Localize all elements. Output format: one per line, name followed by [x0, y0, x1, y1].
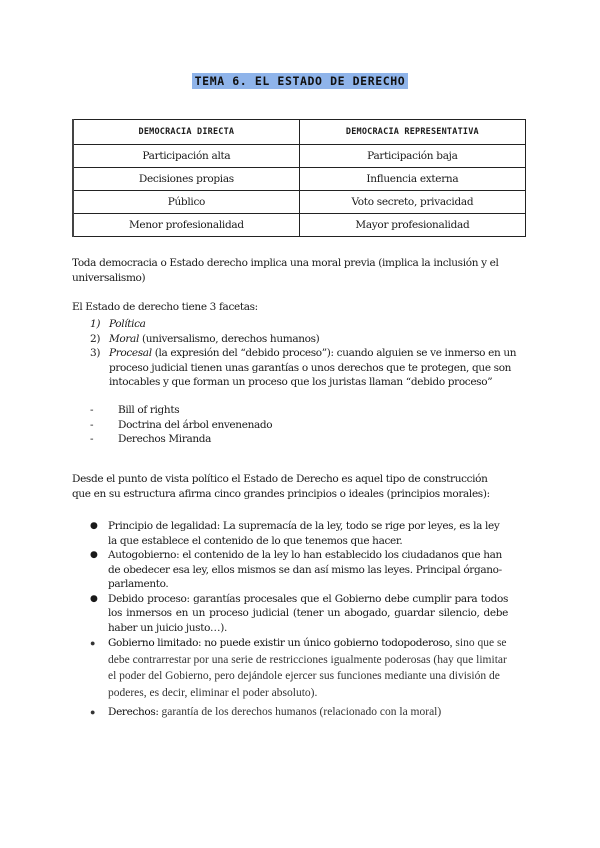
- principle-lead: Autogobierno:: [108, 549, 180, 561]
- bullet-icon: ●: [90, 638, 96, 648]
- principle-item-legalidad: [88, 519, 508, 548]
- principle-item-debido-proceso: [88, 592, 508, 636]
- principle-item-gobierno-limitado: [88, 635, 508, 701]
- dash-bullet-icon: -: [90, 418, 94, 431]
- bullet-icon: ●: [90, 550, 98, 560]
- principles-intro: Desde el punto de vista político el Estado de Derecho es aquel tipo de construcción que en su estructura afirma cinco grandes principios o ideales (principios morales):: [72, 473, 490, 500]
- principle-text: La supremacía de la ley, todo se rige por leyes, es la ley la que establece el contenido de lo que tenemos que hacer.: [108, 520, 500, 547]
- bullet-icon: ●: [90, 593, 98, 604]
- principle-lead: Gobierno limitado: no puede existir un único gobierno todopoderoso: [108, 637, 450, 649]
- democracy-comparison-table: [72, 119, 526, 237]
- principle-lead: Derechos:: [108, 706, 159, 718]
- dash-bullet-icon: -: [90, 404, 94, 416]
- facet-name: Procesal: [109, 347, 152, 359]
- title-container: [0, 70, 600, 89]
- list-item: [90, 418, 272, 433]
- facet-number: 3): [90, 347, 101, 359]
- facet-item-moral: [90, 332, 530, 347]
- facet-text: (la expresión del “debido proceso”): cuando alguien se ve inmerso en un proceso judicial tienen unas garantías o unos derechos que te protegen, que son intocables y que forman un proceso que los juristas llaman “debido proceso”: [109, 347, 517, 388]
- facet-number: 2): [90, 332, 101, 345]
- table-row: [73, 191, 526, 214]
- document-title: TEMA 6. EL ESTADO DE DERECHO: [192, 73, 409, 89]
- facet-number: 1): [90, 318, 101, 330]
- table-cell: Mayor profesionalidad: [299, 214, 525, 237]
- principles-list: [88, 519, 508, 721]
- table-row: [73, 214, 526, 237]
- intro-paragraph: Toda democracia o Estado derecho implica una moral previa (implica la inclusión y el universalismo): [72, 257, 499, 284]
- dash-bullet-icon: -: [90, 433, 94, 445]
- principle-text: , sino que se debe contrarrestar por una serie de restricciones igualmente poderosas (hay que limitar el poder del Gobierno, pero dejándole ejercer sus funciones mediante una división de poderes, es decir, eliminar el poder absoluto).: [108, 637, 507, 699]
- principle-lead: Debido proceso:: [108, 592, 190, 605]
- principle-text: el contenido de la ley lo han establecido los ciudadanos que han de obedecer esa ley, ellos mismos se dan así mismo las leyes. Principal órgano- parlamento.: [108, 549, 502, 590]
- principle-item-autogobierno: [88, 548, 508, 592]
- facet-name: Moral: [109, 332, 139, 345]
- table-cell: Público: [73, 191, 299, 214]
- facet-text: (universalismo, derechos humanos): [138, 332, 320, 345]
- table-row: [73, 168, 526, 191]
- bullet-icon: ●: [90, 521, 98, 531]
- list-item-text: Doctrina del árbol envenenado: [118, 418, 273, 431]
- bullet-icon: ●: [90, 707, 96, 717]
- facet-item-politica: [90, 317, 530, 332]
- list-item-text: Bill of rights: [118, 404, 180, 416]
- facet-item-procesal: [90, 346, 530, 390]
- facets-intro: El Estado de derecho tiene 3 facetas:: [72, 301, 258, 313]
- principle-text: garantías procesales que el Gobierno debe cumplir para todos los inmersos en un proceso judicial (tener un abogado, guardar silencio, debe haber un juicio justo…).: [108, 592, 508, 634]
- list-item-text: Derechos Miranda: [118, 433, 212, 445]
- list-item: [90, 432, 272, 447]
- table-cell: Decisiones propias: [73, 168, 299, 191]
- table-cell: Participación baja: [299, 145, 525, 168]
- facet-name: Política: [109, 318, 146, 330]
- table-row: [73, 145, 526, 168]
- table-header-representative: DEMOCRACIA REPRESENTATIVA: [299, 120, 525, 145]
- table-cell: Participación alta: [73, 145, 299, 168]
- principle-item-derechos: [88, 704, 508, 721]
- table-cell: Menor profesionalidad: [73, 214, 299, 237]
- principle-text: garantía de los derechos humanos (relacionado con la moral): [158, 706, 442, 718]
- table-cell: Influencia externa: [299, 168, 525, 191]
- dash-list: [90, 403, 272, 447]
- facets-list: [90, 317, 530, 390]
- table-header-row: [73, 120, 526, 145]
- table-cell: Voto secreto, privacidad: [299, 191, 525, 214]
- list-item: [90, 403, 272, 418]
- table-header-direct: DEMOCRACIA DIRECTA: [73, 120, 299, 145]
- principle-lead: Principio de legalidad:: [108, 520, 220, 532]
